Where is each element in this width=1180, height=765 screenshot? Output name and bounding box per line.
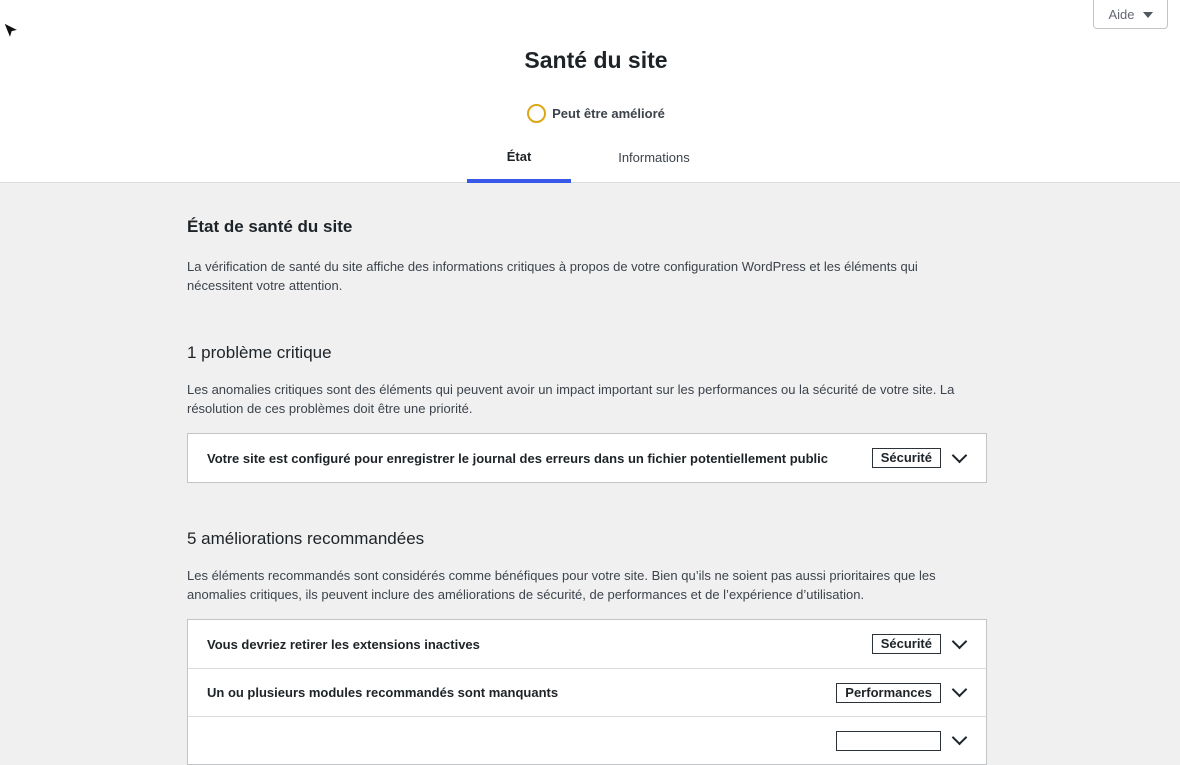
site-health-description: La vérification de santé du site affiche des informations critiques à propos de votre configuration WordPress et les éléments qui nécessitent votre attention. [187, 259, 918, 293]
page-header [0, 0, 1180, 183]
chevron-down-icon [952, 682, 968, 698]
critical-issues-heading: 1 problème critique [187, 343, 332, 362]
tab-status[interactable]: État [467, 132, 571, 183]
status-label: Peut être amélioré [552, 106, 665, 121]
tab-navigation [467, 132, 737, 183]
status-circle-icon [527, 104, 546, 123]
page-title: Santé du site [524, 47, 668, 73]
site-health-status [0, 104, 1180, 123]
recommended-description: Les éléments recommandés sont considérés comme bénéfiques pour votre site. Bien qu’ils ne soient pas aussi prioritaires que les anomalies critiques, ils peuvent inclure des améliorations de sécurité, de performances et de l’expérience d’utilisation. [187, 568, 936, 602]
critical-issues-description: Les anomalies critiques sont des éléments qui peuvent avoir un impact important sur les performances ou la sécurité de votre site. La résolution de ces problèmes doit être une priorité. [187, 382, 955, 416]
list-item[interactable] [188, 620, 986, 668]
list-item[interactable] [188, 716, 986, 764]
recommended-heading: 5 améliorations recommandées [187, 529, 425, 548]
list-item[interactable] [188, 668, 986, 716]
critical-issues-list [187, 433, 987, 483]
chevron-down-icon [952, 633, 968, 649]
category-badge: Performances [836, 683, 941, 703]
tab-informations[interactable]: Informations [618, 150, 690, 165]
category-badge [836, 731, 941, 751]
issue-title: Vous devriez retirer les extensions inactives [207, 636, 480, 652]
caret-down-icon [1143, 12, 1153, 18]
issue-title: Votre site est configuré pour enregistrer le journal des erreurs dans un fichier potentiellement public [207, 450, 829, 466]
category-badge: Sécurité [872, 634, 941, 654]
issue-title: Un ou plusieurs modules recommandés sont manquants [207, 685, 559, 700]
main-content [187, 183, 987, 765]
list-item[interactable] [188, 434, 986, 482]
site-health-heading: État de santé du site [187, 217, 353, 236]
chevron-down-icon [952, 730, 968, 746]
help-button-label: Aide [1108, 6, 1135, 22]
mouse-pointer-icon [3, 22, 21, 40]
help-dropdown-button[interactable] [1093, 0, 1168, 29]
category-badge: Sécurité [872, 448, 941, 468]
recommended-list [187, 619, 987, 765]
chevron-down-icon [952, 447, 968, 463]
